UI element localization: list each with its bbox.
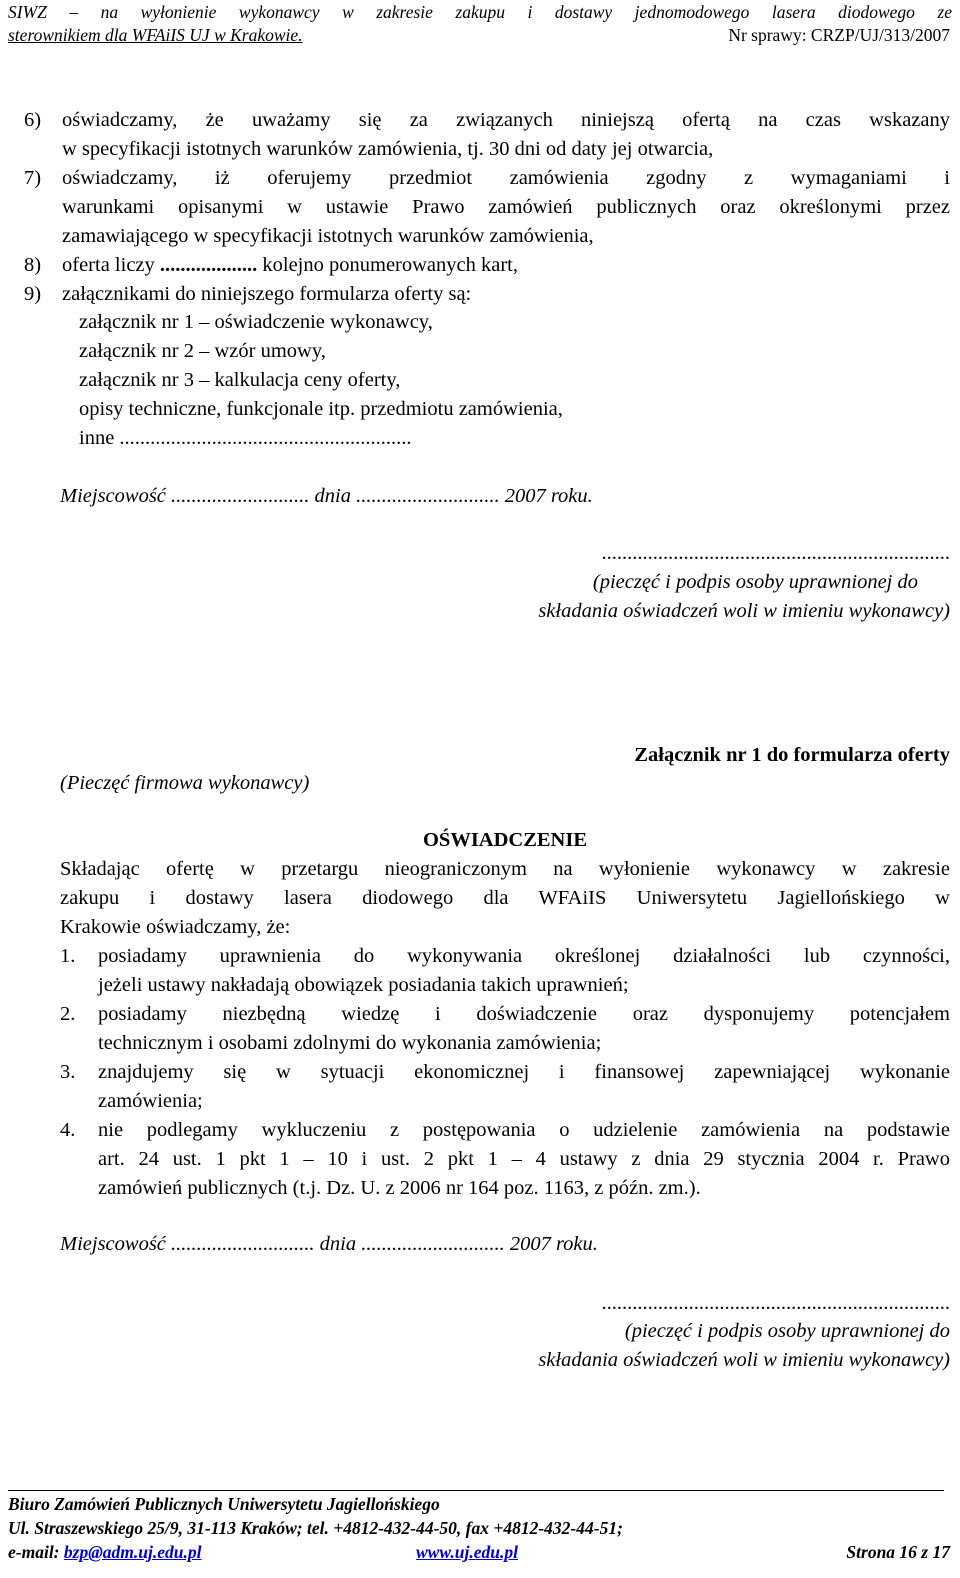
list-item-number: 8) — [24, 254, 42, 276]
footer-address: Ul. Straszewskiego 25/9, 31-113 Kraków; tel. +4812-432-44-50, fax +4812-432-44-51; — [8, 1518, 623, 1538]
header-line-1 — [8, 0, 952, 24]
list-item-line: oświadczamy, że uważamy się za związanych niniejszą ofertą na czas wskazany — [62, 109, 950, 131]
list-item-line — [62, 251, 518, 280]
list-item-line: załącznikami do niniejszego formularza oferty są: — [62, 283, 472, 305]
attachment-item: załącznik nr 2 – wzór umowy, — [79, 340, 326, 362]
statement-item-line: technicznym i osobami zdolnymi do wykonania zamówienia; — [98, 1032, 602, 1054]
footer-org: Biuro Zamówień Publicznych Uniwersytetu Jagiellońskiego — [8, 1494, 440, 1514]
blank-dots: ................... — [159, 254, 258, 276]
statement-item-number: 4. — [60, 1119, 76, 1141]
place-date-line: Miejscowość ........................... dnia ............................ 2007 roku. — [60, 485, 593, 507]
footer-email-link[interactable]: bzp@adm.uj.edu.pl — [63, 1542, 202, 1562]
list-item-line: oświadczamy, iż oferujemy przedmiot zamówienia zgodny z wymaganiami i — [62, 167, 950, 189]
annex-title: Załącznik nr 1 do formularza oferty — [634, 744, 950, 766]
statement-item-line: posiadamy uprawnienia do wykonywania określonej działalności lub czynności, — [98, 945, 950, 967]
footer-email-label: e-mail: — [8, 1542, 64, 1562]
attachment-item: opisy techniczne, funkcjonale itp. przedmiotu zamówienia, — [79, 398, 563, 420]
attachment-item: załącznik nr 1 – oświadczenie wykonawcy, — [79, 311, 433, 333]
signature-caption-line-2: składania oświadczeń woli w imieniu wykonawcy) — [538, 600, 950, 622]
list-item-line: zamawiającego w specyfikacji istotnych warunków zamówienia, — [62, 225, 594, 247]
signature-caption-2-line-2: składania oświadczeń woli w imieniu wykonawcy) — [538, 1349, 950, 1371]
header-title: SIWZ – na wyłonienie wykonawcy w zakresie zakupu i dostawy jednomodowego lasera diodowego ze — [8, 2, 952, 22]
statement-item-line: posiadamy niezbędną wiedzę i doświadczenie oraz dysponujemy potencjałem — [98, 1003, 950, 1025]
statement-intro-line: Krakowie oświadczamy, że: — [60, 916, 291, 938]
list-item-number: 6) — [24, 109, 42, 131]
signature-dots-2: .................................................................... — [601, 1292, 950, 1314]
signature-dots: .................................................................... — [601, 542, 950, 564]
statement-item-line: jeżeli ustawy nakładają obowiązek posiadania takich uprawnień; — [98, 974, 629, 996]
list-item-number: 9) — [24, 283, 42, 305]
footer-website-link[interactable]: www.uj.edu.pl — [416, 1542, 518, 1562]
statement-item-line: zamówień publicznych (t.j. Dz. U. z 2006 nr 164 poz. 1163, z późn. zm.). — [98, 1177, 701, 1199]
statement-item-line: znajdujemy się w sytuacji ekonomicznej i finansowej zapewniającej wykonanie — [98, 1061, 950, 1083]
list-item-line: warunkami opisanymi w ustawie Prawo zamówień publicznych oraz określonymi przez — [62, 196, 950, 218]
header-line-2: sterownikiem dla WFAiIS UJ w Krakowie. — [8, 25, 303, 45]
signature-caption-line-1: (pieczęć i podpis osoby uprawnionej do — [592, 571, 918, 593]
statement-title: OŚWIADCZENIE — [422, 829, 588, 851]
list-item-text: oferta liczy — [62, 254, 160, 276]
attachment-item: inne ......................................................... — [79, 427, 412, 449]
statement-intro-line: zakupu i dostawy lasera diodowego dla WFAiIS Uniwersytetu Jagiellońskiego w — [60, 887, 950, 909]
list-item-text: kolejno ponumerowanych kart, — [257, 254, 518, 276]
case-number: Nr sprawy: CRZP/UJ/313/2007 — [728, 25, 950, 45]
statement-item-number: 3. — [60, 1061, 76, 1083]
footer-email-row — [8, 1540, 201, 1564]
signature-caption-2-line-1: (pieczęć i podpis osoby uprawnionej do — [624, 1320, 950, 1342]
place-date-line-2: Miejscowość ............................ dnia ............................ 2007 roku. — [60, 1233, 598, 1255]
list-item-line: w specyfikacji istotnych warunków zamówienia, tj. 30 dni od daty jej otwarcia, — [62, 138, 714, 160]
statement-intro-line: Składając ofertę w przetargu nieograniczonym na wyłonienie wykonawcy w zakresie — [60, 858, 950, 880]
statement-item-line: art. 24 ust. 1 pkt 1 – 10 i ust. 2 pkt 1 – 4 ustawy z dnia 29 stycznia 2004 r. Prawo — [98, 1148, 950, 1170]
statement-item-number: 2. — [60, 1003, 76, 1025]
list-item-number: 7) — [24, 167, 42, 189]
footer-divider — [8, 1490, 944, 1491]
statement-item-number: 1. — [60, 945, 76, 967]
company-stamp-label: (Pieczęć firmowa wykonawcy) — [60, 772, 310, 794]
statement-item-line: zamówienia; — [98, 1090, 203, 1112]
attachment-item: załącznik nr 3 – kalkulacja ceny oferty, — [79, 369, 401, 391]
footer-page-number: Strona 16 z 17 — [846, 1542, 950, 1562]
statement-item-line: nie podlegamy wykluczeniu z postępowania o udzielenie zamówienia na podstawie — [98, 1119, 950, 1141]
